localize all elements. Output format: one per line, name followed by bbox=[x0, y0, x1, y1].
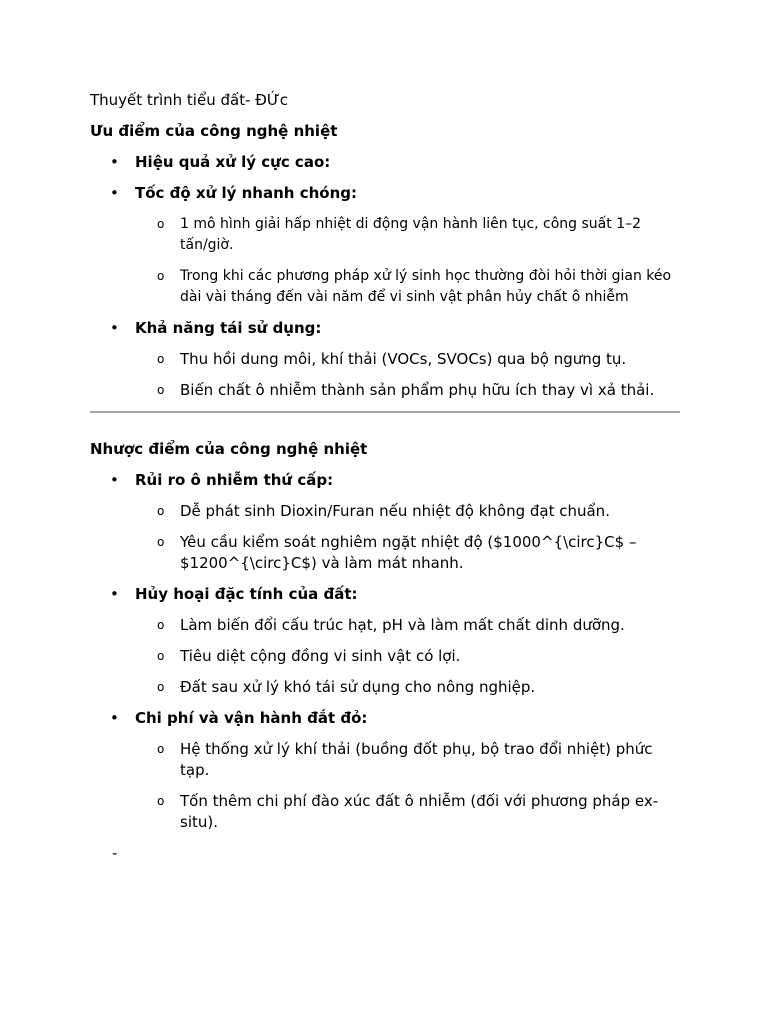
horizontal-divider bbox=[90, 411, 680, 413]
sub-item-text: Hệ thống xử lý khí thải (buồng đốt phụ, bộ trao đổi nhiệt) phức tạp. bbox=[180, 740, 653, 779]
bullet-icon: • bbox=[110, 184, 119, 202]
list-item bbox=[90, 152, 680, 173]
sub-list bbox=[135, 349, 680, 401]
list-item bbox=[90, 183, 680, 308]
disadvantages-list bbox=[90, 470, 680, 833]
item-label: Chi phí và vận hành đắt đỏ: bbox=[135, 709, 368, 727]
sub-bullet-icon: o bbox=[157, 742, 165, 756]
sub-bullet-icon: o bbox=[157, 794, 165, 808]
sub-item-text: Dễ phát sinh Dioxin/Furan nếu nhiệt độ không đạt chuẩn. bbox=[180, 502, 610, 520]
bullet-icon: • bbox=[110, 585, 119, 603]
sub-bullet-icon: o bbox=[157, 618, 165, 632]
list-item bbox=[90, 708, 680, 833]
sub-bullet-icon: o bbox=[157, 217, 165, 231]
item-label: Rủi ro ô nhiễm thứ cấp: bbox=[135, 471, 334, 489]
sub-list-item bbox=[135, 791, 680, 833]
sub-list-item bbox=[135, 646, 680, 667]
sub-item-text: Làm biến đổi cấu trúc hạt, pH và làm mất chất dinh dưỡng. bbox=[180, 616, 625, 634]
section-heading-advantages: Ưu điểm của công nghệ nhiệt bbox=[90, 122, 338, 140]
sub-list-item bbox=[135, 214, 680, 256]
sub-item-text: Yêu cầu kiểm soát nghiêm ngặt nhiệt độ ($1000^{\circ}C$ – $1200^{\circ}C$) và làm mát nhanh. bbox=[180, 533, 637, 572]
sub-list bbox=[135, 739, 680, 833]
document-page bbox=[90, 90, 680, 864]
bullet-icon: • bbox=[110, 471, 119, 489]
sub-list-item bbox=[135, 266, 680, 308]
item-label: Hủy hoại đặc tính của đất: bbox=[135, 585, 358, 603]
sub-list-item bbox=[135, 615, 680, 636]
section-heading-disadvantages: Nhược điểm của công nghệ nhiệt bbox=[90, 440, 368, 458]
sub-bullet-icon: o bbox=[157, 352, 165, 366]
sub-list-item bbox=[135, 380, 680, 401]
item-label: Tốc độ xử lý nhanh chóng: bbox=[135, 184, 357, 202]
sub-bullet-icon: o bbox=[157, 383, 165, 397]
list-item bbox=[90, 470, 680, 574]
sub-item-text: Đất sau xử lý khó tái sử dụng cho nông nghiệp. bbox=[180, 678, 536, 696]
sub-bullet-icon: o bbox=[157, 535, 165, 549]
sub-bullet-icon: o bbox=[157, 269, 165, 283]
sub-item-text: 1 mô hình giải hấp nhiệt di động vận hành liên tục, công suất 1–2 tấn/giờ. bbox=[180, 216, 642, 253]
sub-bullet-icon: o bbox=[157, 504, 165, 518]
sub-bullet-icon: o bbox=[157, 649, 165, 663]
sub-item-text: Thu hồi dung môi, khí thải (VOCs, SVOCs) qua bộ ngưng tụ. bbox=[180, 350, 627, 368]
sub-list bbox=[135, 501, 680, 574]
list-item bbox=[90, 584, 680, 698]
sub-list bbox=[135, 214, 680, 308]
advantages-list bbox=[90, 152, 680, 401]
document-title-line: Thuyết trình tiểu đất- ĐỨc bbox=[90, 91, 288, 109]
bullet-icon: • bbox=[110, 153, 119, 171]
list-item bbox=[90, 318, 680, 401]
sub-list bbox=[135, 615, 680, 698]
sub-item-text: Tốn thêm chi phí đào xúc đất ô nhiễm (đối với phương pháp ex-situ). bbox=[180, 792, 659, 831]
sub-bullet-icon: o bbox=[157, 680, 165, 694]
sub-item-text: Trong khi các phương pháp xử lý sinh học thường đòi hỏi thời gian kéo dài vài tháng đến vài năm để vi sinh vật phân hủy chất ô nhiễm bbox=[180, 268, 672, 305]
trailing-dash: - bbox=[112, 844, 118, 862]
sub-list-item bbox=[135, 349, 680, 370]
sub-item-text: Biến chất ô nhiễm thành sản phẩm phụ hữu ích thay vì xả thải. bbox=[180, 381, 655, 399]
item-label: Hiệu quả xử lý cực cao: bbox=[135, 153, 331, 171]
item-label: Khả năng tái sử dụng: bbox=[135, 319, 322, 337]
sub-list-item bbox=[135, 532, 680, 574]
sub-list-item bbox=[135, 501, 680, 522]
bullet-icon: • bbox=[110, 709, 119, 727]
sub-item-text: Tiêu diệt cộng đồng vi sinh vật có lợi. bbox=[180, 647, 461, 665]
sub-list-item bbox=[135, 739, 680, 781]
sub-list-item bbox=[135, 677, 680, 698]
bullet-icon: • bbox=[110, 319, 119, 337]
